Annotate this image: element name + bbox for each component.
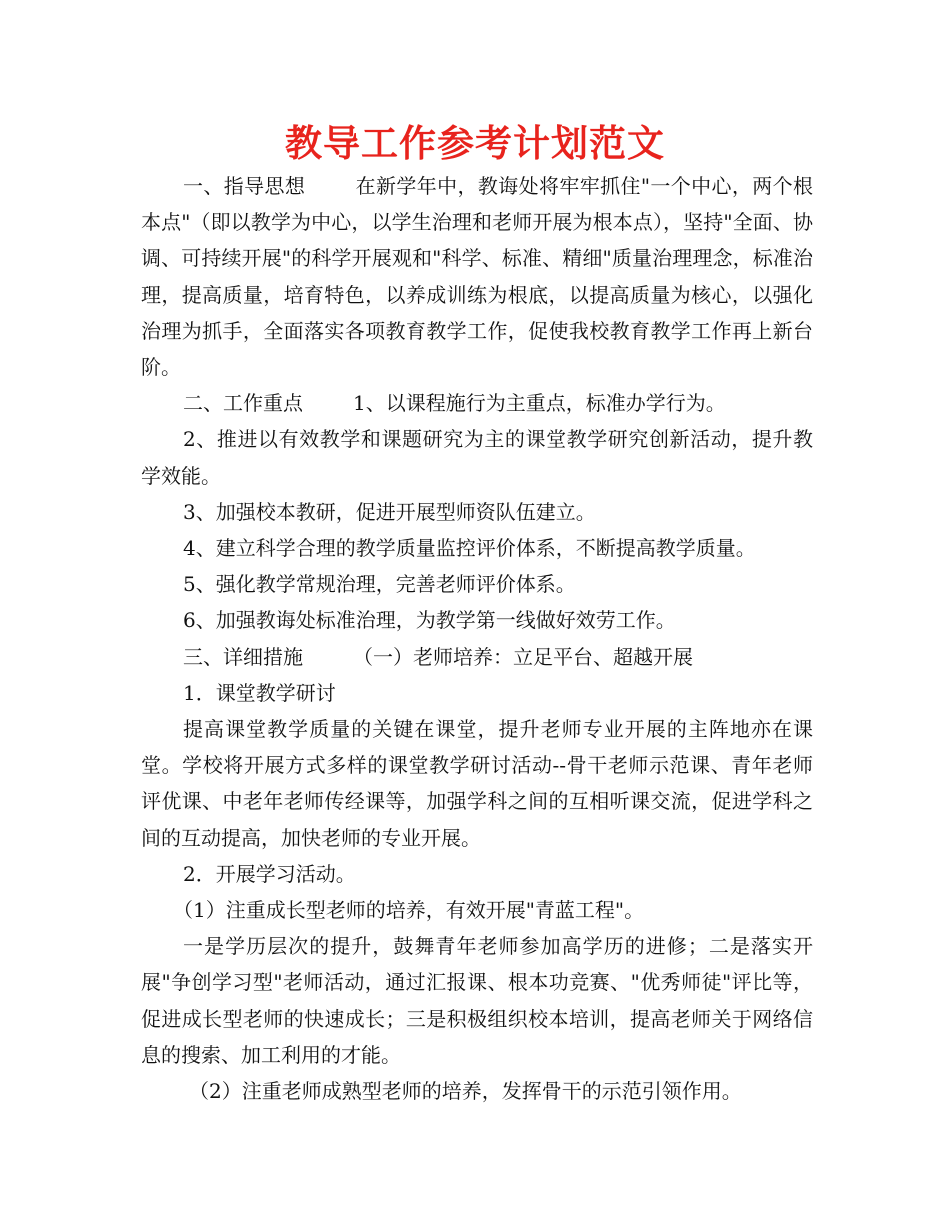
paragraph-text: 6、加强教诲处标准治理，为教学第一线做好效劳工作。: [183, 608, 676, 633]
paragraph-work-focus: [141, 385, 813, 421]
paragraph-focus-6: [141, 602, 813, 638]
paragraph-focus-2: [141, 421, 813, 493]
paragraph-text: （2）注重老师成熟型老师的培养，发挥骨干的示范引领作用。: [189, 1079, 742, 1104]
paragraph-text: 1、以课程施行为主重点，标准办学行为。: [353, 391, 726, 416]
paragraph-text: 2、推进以有效教学和课题研究为主的课堂教学研究创新活动，提升教学效能。: [141, 427, 813, 488]
paragraph-focus-4: [141, 530, 813, 566]
paragraph-guiding-ideology: [141, 168, 813, 385]
paragraph-text: 1．课堂教学研讨: [183, 680, 336, 705]
paragraph-text: 一是学历层次的提升，鼓舞青年老师参加高学历的进修；二是落实开展"争创学习型"老师活动，通过汇报课、根本功竞赛、"优秀师徒"评比等，促进成长型老师的快速成长；三是积极组织校本培训，提高老师关于网络信息的搜索、加工利用的才能。: [141, 934, 813, 1067]
document-title: 教导工作参考计划范文: [285, 122, 665, 165]
paragraph-growth-teachers: [141, 892, 813, 928]
paragraph-learning-heading: [141, 856, 813, 892]
paragraph-classroom-body: [141, 711, 813, 856]
paragraph-mature-teachers: [141, 1073, 813, 1109]
paragraph-focus-3: [141, 494, 813, 530]
paragraph-classroom-heading: [141, 675, 813, 711]
paragraph-text: 4、建立科学合理的教学质量监控评价体系，不断提高教学质量。: [183, 536, 756, 561]
paragraph-text: 2．开展学习活动。: [183, 861, 356, 886]
paragraph-text: 在新学年中，教诲处将牢牢抓住"一个中心，两个根本点"（即以教学为中心，以学生治理和老师开展为根本点），坚持"全面、协调、可持续开展"的科学开展观和"科学、标准、精细"质量治理理念，标准治理，提高质量，培育特色，以养成训练为根底，以提高质量为核心，以强化治理为抓手，全面落实各项教育教学工作，促使我校教育教学工作再上新台阶。: [141, 174, 813, 380]
section-heading: 三、详细措施: [183, 644, 303, 669]
paragraph-growth-detail: [141, 928, 813, 1073]
paragraph-text: （一）老师培养：立足平台、超越开展: [353, 644, 693, 669]
document-body: [141, 168, 813, 1109]
section-heading: 一、指导思想: [183, 174, 306, 198]
paragraph-text: （1）注重成长型老师的培养，有效开展"青蓝工程"。: [173, 898, 645, 923]
section-heading: 二、工作重点: [183, 391, 303, 416]
paragraph-measures: [141, 639, 813, 675]
paragraph-text: 3、加强校本教研，促进开展型师资队伍建立。: [183, 499, 596, 524]
paragraph-text: 5、强化教学常规治理，完善老师评价体系。: [183, 572, 576, 597]
paragraph-text: 提高课堂教学质量的关键在课堂，提升老师专业开展的主阵地亦在课堂。学校将开展方式多样的课堂教学研讨活动--骨干老师示范课、青年老师评优课、中老年老师传经课等，加强学科之间的互相听课交流，促进学科之间的互动提高，加快老师的专业开展。: [141, 717, 813, 850]
paragraph-focus-5: [141, 566, 813, 602]
